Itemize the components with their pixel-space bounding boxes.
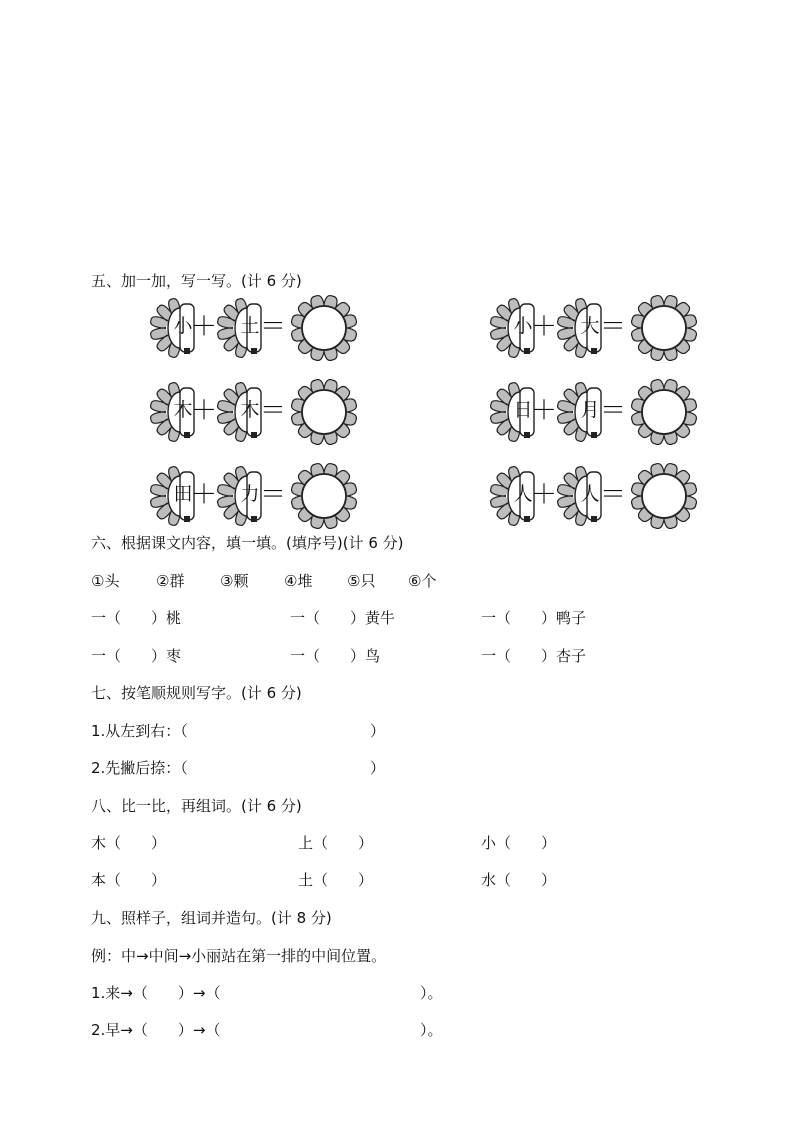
s5-row3-right-equals-sign: ＝	[599, 480, 626, 510]
s5-row2-right-plus-sign: ＋	[530, 396, 557, 426]
s5-row3-right-addend-b-flower-char: 人	[580, 483, 600, 505]
fill-blank-peach[interactable]: 一（ ）桃	[91, 609, 182, 627]
section-6-title: 六、根据课文内容，填一填。(填序号)(计 6 分)	[91, 534, 404, 552]
section-9-title: 九、照样子，组词并造句。(计 8 分)	[91, 909, 332, 927]
s5-row1-right-addend-b-flower-char: 大	[580, 315, 600, 337]
fill-blank-bird[interactable]: 一（ ）鸟	[290, 647, 381, 665]
s5-row3-left-equals-sign: ＝	[259, 480, 286, 510]
s5-row3-right-plus-sign: ＋	[530, 480, 557, 510]
example-sentence: 例：中→中间→小丽站在第一排的中间位置。	[91, 947, 387, 965]
compare-xiao[interactable]: 小（ ）	[481, 834, 557, 852]
s5-row1-left-addend-a-flower-char: 小	[173, 315, 193, 337]
s5-row2-left-plus-sign: ＋	[190, 396, 217, 426]
s5-row1-right-equals-sign: ＝	[599, 312, 626, 342]
section-5-title: 五、加一加，写一写。(计 6 分)	[91, 272, 302, 290]
s5-row2-right-answer-flower[interactable]	[629, 376, 699, 446]
s5-row3-right-answer-flower[interactable]	[629, 460, 699, 530]
stroke-order-left-right: 1.从左到右：（	[91, 722, 188, 740]
s5-row3-left-addend-b-flower-char: 力	[240, 483, 260, 505]
fill-blank-duck[interactable]: 一（ ）鸭子	[481, 609, 587, 627]
fill-blank-apricot[interactable]: 一（ ）杏子	[481, 647, 587, 665]
option-6: ⑥个	[408, 572, 437, 590]
sentence-zao-close: ）。	[420, 1021, 443, 1039]
stroke-order-left-right-close: ）	[370, 722, 386, 740]
fill-blank-cattle[interactable]: 一（ ）黄牛	[290, 609, 396, 627]
sentence-zao[interactable]: 2.早→（ ）→（	[91, 1021, 221, 1039]
s5-row1-left-answer-flower[interactable]	[289, 292, 359, 362]
s5-row1-left-plus-sign: ＋	[190, 312, 217, 342]
compare-ben[interactable]: 本（ ）	[91, 871, 167, 889]
option-4: ④堆	[284, 572, 313, 590]
sentence-lai-close: ）。	[420, 984, 443, 1002]
compare-shang[interactable]: 上（ ）	[298, 834, 374, 852]
section-7-title: 七、按笔顺规则写字。(计 6 分)	[91, 684, 302, 702]
option-1: ①头	[91, 572, 120, 590]
s5-row1-right-answer-flower[interactable]	[629, 292, 699, 362]
sentence-lai[interactable]: 1.来→（ ）→（	[91, 984, 221, 1002]
compare-mu[interactable]: 木（ ）	[91, 834, 167, 852]
s5-row2-left-equals-sign: ＝	[259, 396, 286, 426]
option-2: ②群	[156, 572, 185, 590]
s5-row1-left-equals-sign: ＝	[259, 312, 286, 342]
s5-row2-left-addend-a-flower-char: 木	[173, 399, 193, 421]
compare-tu[interactable]: 土（ ）	[298, 871, 374, 889]
s5-row1-left-addend-b-flower-char: 土	[240, 315, 260, 337]
fill-blank-jujube[interactable]: 一（ ）枣	[91, 647, 182, 665]
s5-row2-right-addend-a-flower-char: 日	[513, 399, 533, 421]
stroke-order-pie-na: 2.先撇后捺：（	[91, 759, 188, 777]
s5-row3-right-addend-a-flower-char: 人	[513, 483, 533, 505]
s5-row2-left-addend-b-flower-char: 木	[240, 399, 260, 421]
option-5: ⑤只	[347, 572, 376, 590]
s5-row1-right-addend-a-flower-char: 小	[513, 315, 533, 337]
section-8-title: 八、比一比，再组词。(计 6 分)	[91, 797, 302, 815]
s5-row3-left-plus-sign: ＋	[190, 480, 217, 510]
s5-row2-right-equals-sign: ＝	[599, 396, 626, 426]
s5-row2-right-addend-b-flower-char: 月	[580, 399, 600, 421]
s5-row3-left-addend-a-flower-char: 田	[173, 483, 193, 505]
s5-row2-left-answer-flower[interactable]	[289, 376, 359, 446]
s5-row1-right-plus-sign: ＋	[530, 312, 557, 342]
option-3: ③颗	[220, 572, 249, 590]
compare-shui[interactable]: 水（ ）	[481, 871, 557, 889]
stroke-order-pie-na-close: ）	[370, 759, 386, 777]
s5-row3-left-answer-flower[interactable]	[289, 460, 359, 530]
